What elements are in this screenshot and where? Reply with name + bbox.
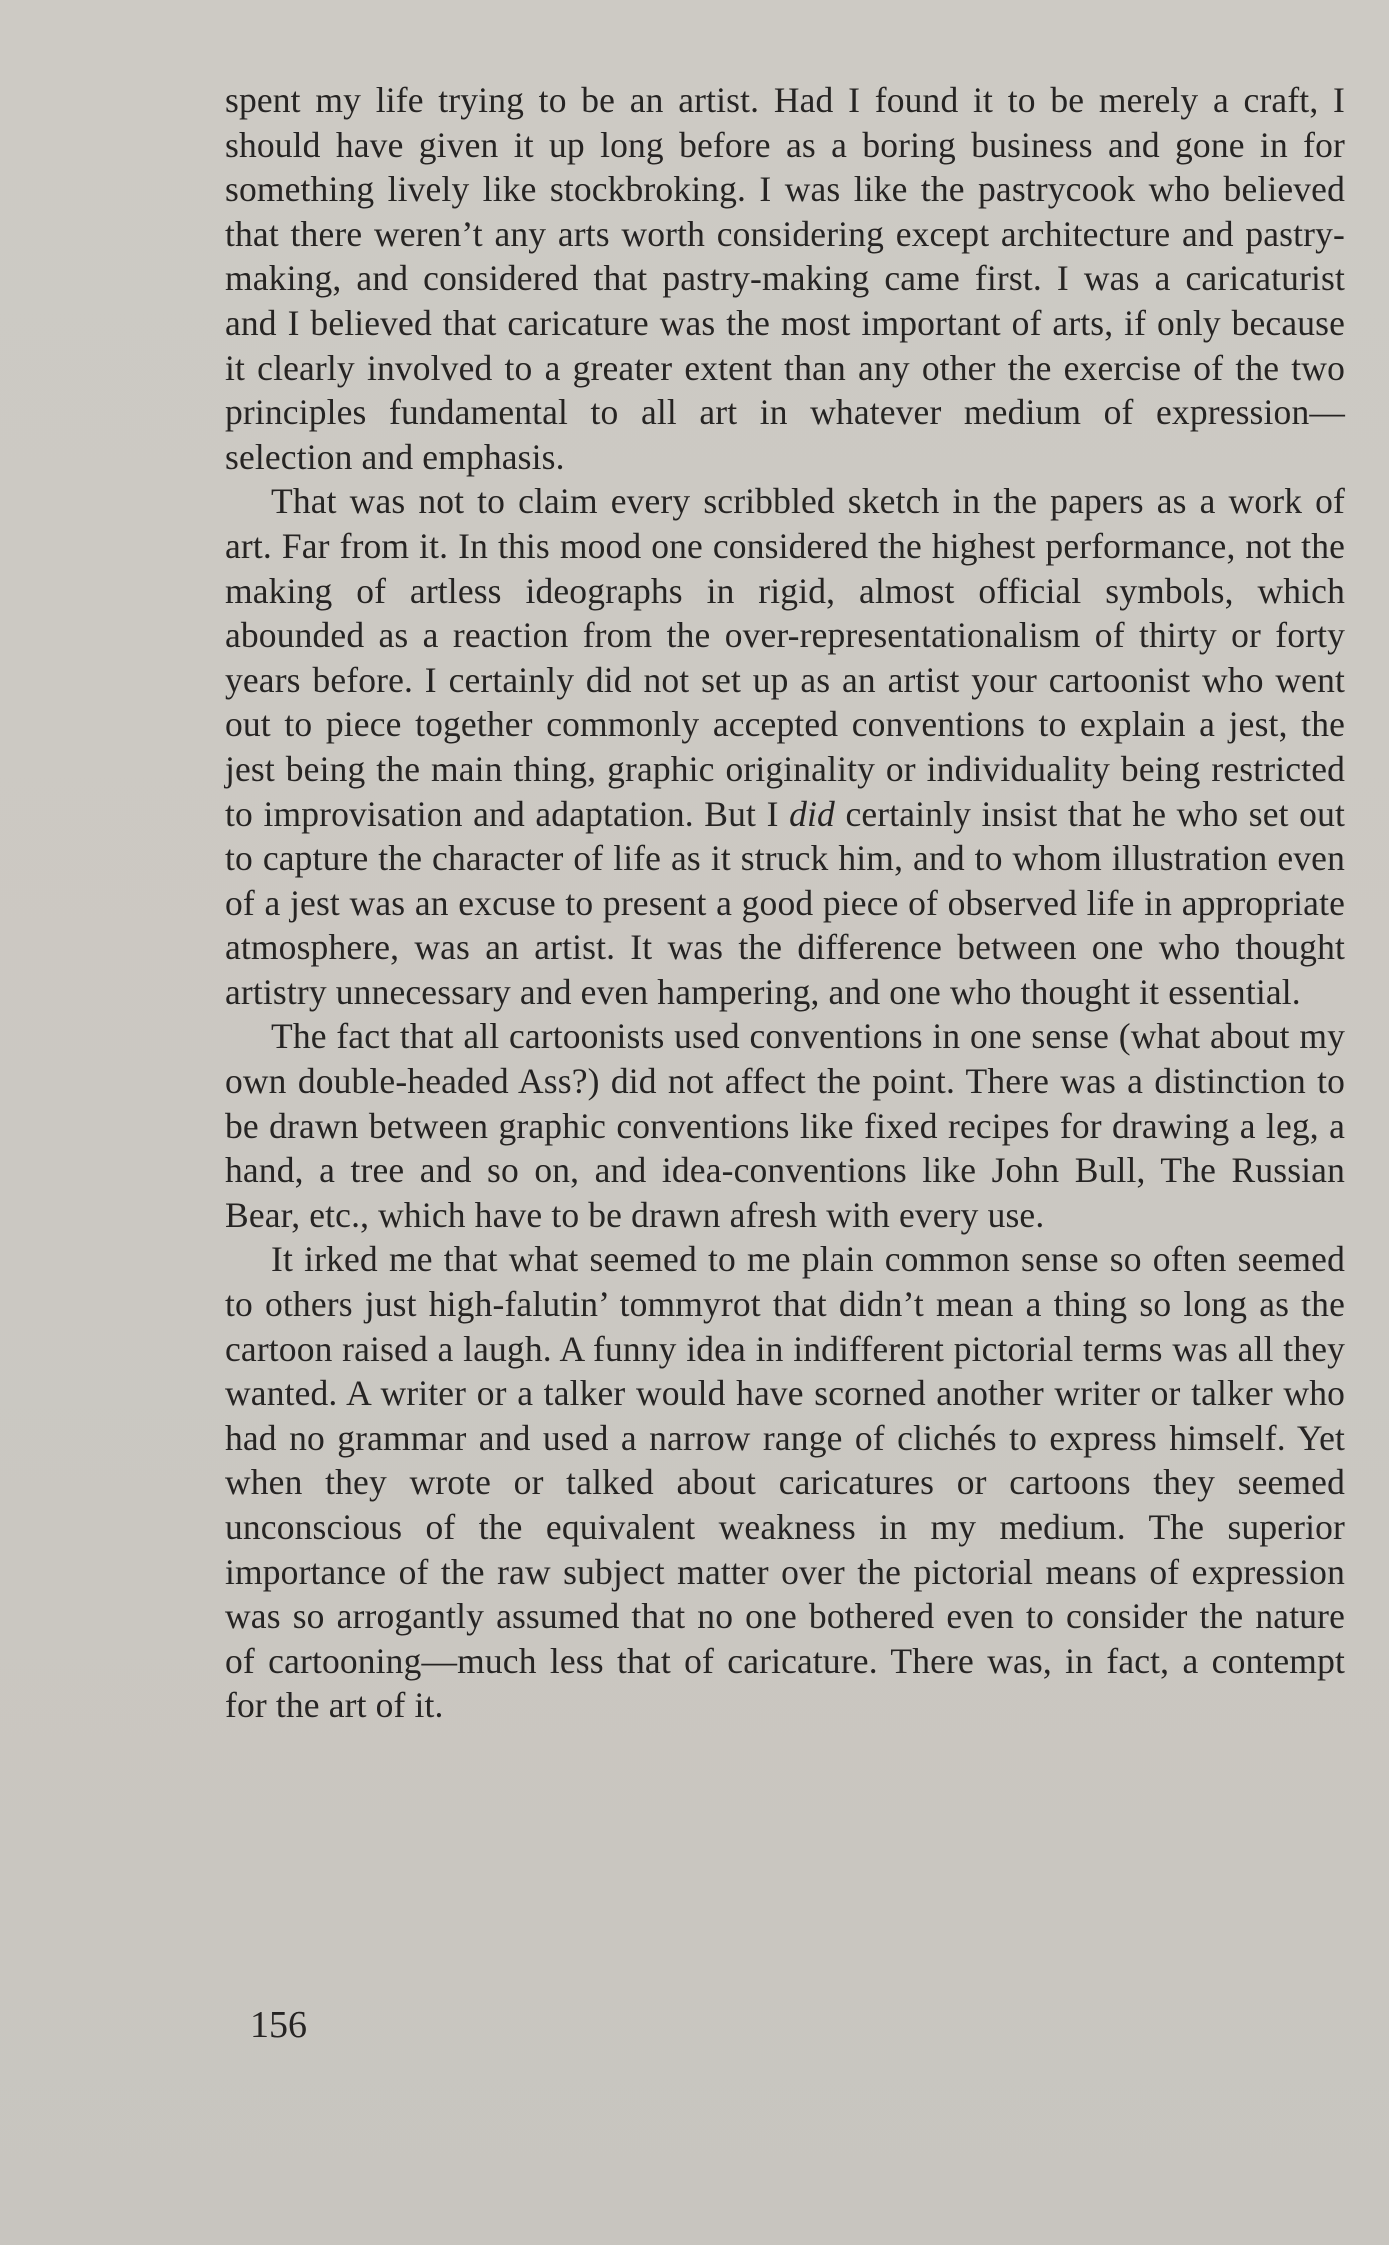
page-number: 156 (250, 2004, 307, 2046)
body-text (225, 78, 1345, 1728)
paragraph (225, 479, 1345, 1014)
text-run: spent my life trying to be an artist. Had I found it to be merely a craft, I should have given it up long before as a boring business and gone in for something lively like stockbroking. I was like the pastrycook who believed that there weren’t any arts worth considering except architecture and pastry-making, and considered that pastry-making came first. I was a caricaturist and I believed that caricature was the most important of arts, if only because it clearly involved to a greater extent than any other the exercise of the two principles fundamental to all art in whatever medium of expression—selection and emphasis. (225, 80, 1345, 477)
text-run: It irked me that what seemed to me plain common sense so often seemed to others just high-falutin’ tommyrot that didn’t mean a thing so long as the cartoon raised a laugh. A funny idea in indifferent pictorial terms was all they wanted. A writer or a talker would have scorned another writer or talker who had no grammar and used a narrow range of clichés to express himself. Yet when they wrote or talked about caricatures or cartoons they seemed unconscious of the equivalent weakness in my medium. The superior importance of the raw subject matter over the pictorial means of expression was so arrogantly assumed that no one bothered even to consider the nature of cartooning—much less that of caricature. There was, in fact, a contempt for the art of it. (225, 1239, 1345, 1726)
text-run: The fact that all cartoonists used conventions in one sense (what about my own double-headed Ass?) did not affect the point. There was a distinction to be drawn between graphic conventions like fixed recipes for drawing a leg, a hand, a tree and so on, and idea-conventions like John Bull, The Russian Bear, etc., which have to be drawn afresh with every use. (225, 1016, 1345, 1235)
text-run: That was not to claim every scribbled sketch in the papers as a work of art. Far from it. In this mood one considered the highest performance, not the making of artless ideographs in rigid, almost official symbols, which abounded as a reaction from the over-representationalism of thirty or forty years before. I certainly did not set up as an artist your cartoonist who went out to piece together commonly accepted conventions to explain a jest, the jest being the main thing, graphic originality or individuality being restricted to improvisation and adaptation. But I (225, 481, 1345, 834)
text-run: certainly insist that he who set out to capture the character of life as it struck him, and to whom illustration even of a jest was an excuse to present a good piece of observed life in appropriate atmosphere, was an artist. It was the difference between one who thought artistry unnecessary and even hampering, and one who thought it essential. (225, 793, 1345, 1012)
paragraph (225, 1014, 1345, 1237)
paragraph (225, 1237, 1345, 1728)
paragraph (225, 78, 1345, 479)
italic-text: did (789, 793, 835, 834)
